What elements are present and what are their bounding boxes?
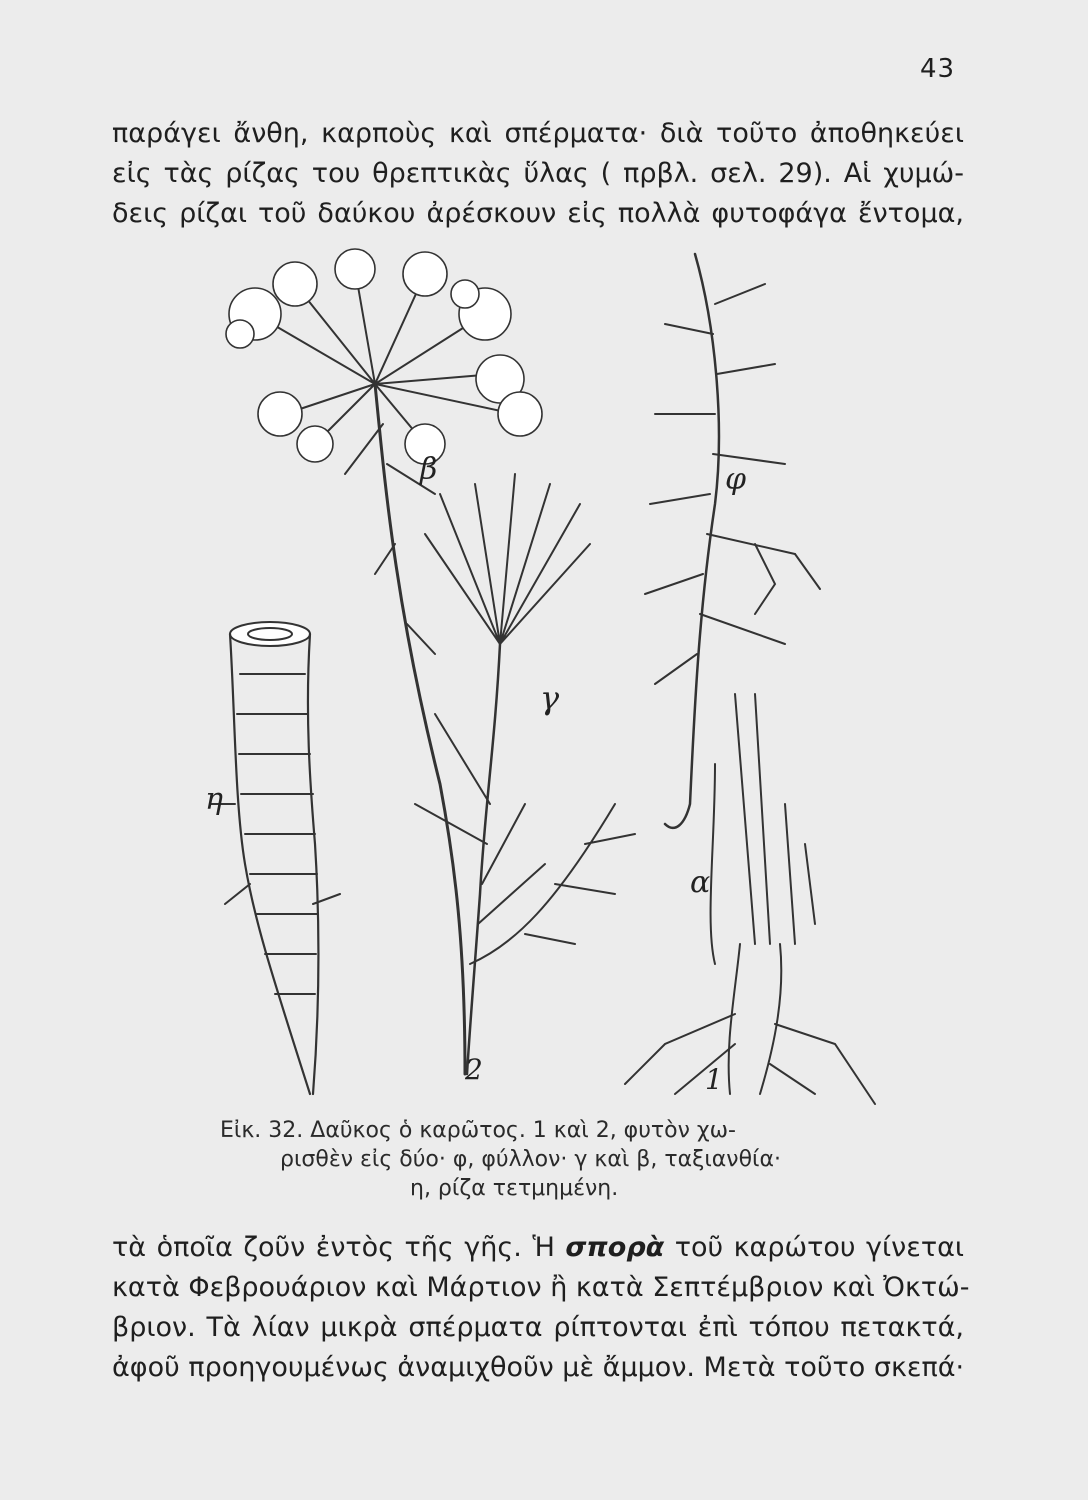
caption-line: Εἰκ. 32. Δαῦκος ὁ καρῶτος. 1 καὶ 2, φυτὸν χω- bbox=[220, 1118, 736, 1143]
text-line bbox=[112, 1228, 964, 1268]
text-line: δεις ρίζαι τοῦ δαύκου ἀρέσκουν εἰς πολλὰ φυτοφάγα ἔντομα, bbox=[112, 198, 964, 229]
leaf-drawing bbox=[645, 254, 820, 828]
emphasized-word: σπορὰ bbox=[565, 1232, 665, 1263]
figure-label-eta: η bbox=[205, 782, 223, 817]
text-line: κατὰ Φεβρουάριον καὶ Μάρτιον ἢ κατὰ Σεπτέμβριον καὶ Ὀκτώ- bbox=[112, 1272, 970, 1303]
plant-one-drawing bbox=[625, 694, 875, 1104]
figure-label-2: 2 bbox=[465, 1053, 483, 1086]
figure-caption bbox=[220, 1116, 820, 1203]
text-line: βριον. Τὰ λίαν μικρὰ σπέρματα ρίπτονται ἐπὶ τόπου πετακτά, bbox=[112, 1312, 964, 1343]
umbel-seed-drawing bbox=[415, 474, 635, 1074]
carrot-illustration bbox=[195, 244, 995, 1109]
figure-label-beta: β bbox=[420, 452, 438, 487]
text-line: ἀφοῦ προηγουμένως ἀναμιχθοῦν μὲ ἄμμον. Μετὰ τοῦτο σκεπά· bbox=[112, 1352, 965, 1383]
flower-clusters bbox=[226, 249, 542, 464]
page-number: 43 bbox=[920, 54, 956, 84]
figure-label-phi: φ bbox=[725, 462, 747, 497]
top-paragraph bbox=[112, 114, 964, 234]
text-segment: τὰ ὁποῖα ζοῦν ἐντὸς τῆς γῆς. Ἡ bbox=[112, 1232, 566, 1263]
figure-label-alpha: α bbox=[690, 865, 711, 900]
figure-label-gamma: γ bbox=[540, 679, 560, 717]
bottom-paragraph bbox=[112, 1228, 970, 1388]
carrot-figure bbox=[195, 244, 995, 1109]
cut-root-drawing bbox=[210, 622, 340, 1094]
text-line: παράγει ἄνθη, καρποὺς καὶ σπέρματα· διὰ τοῦτο ἀποθηκεύει bbox=[112, 118, 964, 149]
figure-label-1: 1 bbox=[705, 1063, 723, 1096]
caption-line: ρισθὲν εἰς δύο· φ, φύλλον· γ καὶ β, ταξιανθία· bbox=[280, 1147, 781, 1172]
text-segment: τοῦ καρώτου γίνεται bbox=[664, 1232, 965, 1263]
caption-line: η, ρίζα τετμημένη. bbox=[410, 1176, 619, 1201]
text-line: εἰς τὰς ρίζας του θρεπτικὰς ὕλας ( πρβλ. σελ. 29). Αἱ χυμώ- bbox=[112, 158, 964, 189]
